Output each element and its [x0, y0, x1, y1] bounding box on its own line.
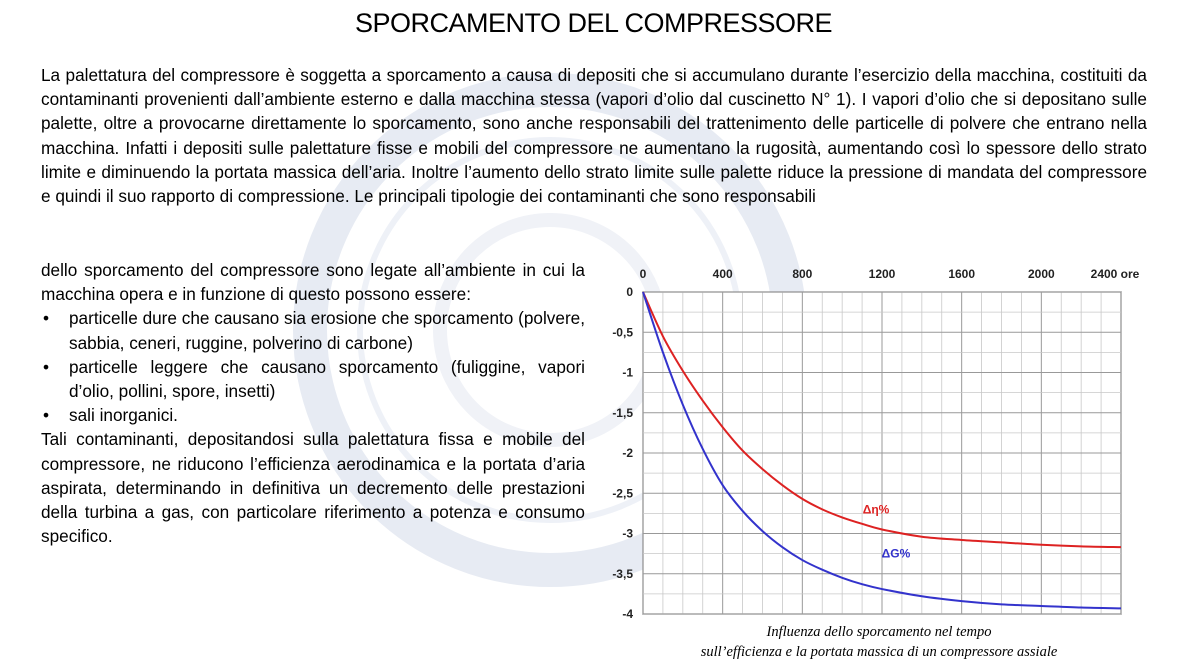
contaminants-list: [41, 306, 585, 427]
y-tick-label: -3: [622, 526, 633, 541]
list-item-text: particelle dure che causano sia erosione che sporcamento (polvere, sabbia, ceneri, ruggine, polverino di carbone): [69, 308, 585, 353]
list-item: [41, 306, 585, 354]
left-column: [41, 258, 585, 548]
intro-paragraph: La palettatura del compressore è soggetta a sporcamento a causa di depositi che si accumulano durante l’esercizio della macchina, costituiti da contaminanti provenienti dall’ambiente esterno e dalla macchina stessa (vapori d’olio dal cuscinetto N° 1). I vapori d’olio che si depositano sulle palette, oltre a provocarne direttamente lo sporcamento, sono anche responsabili del trattenimento delle particelle di polvere che entrano nella macchina. Infatti i depositi sulle palettature fisse e mobili del compressore ne aumentano la rugosità, aumentando così lo spessore dello strato limite e diminuendo la portata massica dell’aria. Inoltre l’aumento dello strato limite sulle palette riduce la pressione di mandata del compressore e quindi il suo rapporto di compressione. Le principali tipologie dei contaminanti che sono responsabili: [41, 65, 1147, 207]
list-item-text: sali inorganici.: [69, 405, 178, 426]
y-tick-label: -4: [622, 607, 633, 621]
list-item: [41, 403, 585, 427]
y-tick-label: -0,5: [612, 325, 633, 340]
y-tick-label: -2,5: [612, 486, 633, 501]
bullet-icon: •: [43, 308, 50, 329]
x-tick-label: 0: [639, 267, 647, 281]
page-title: SPORCAMENTO DEL COMPRESSORE: [354, 8, 833, 38]
y-tick-label: -2: [622, 446, 633, 460]
y-tick-label: -1: [622, 365, 633, 380]
x-tick-label: 1200: [868, 267, 896, 281]
caption-line-1: Influenza dello sporcamento nel tempo: [766, 624, 992, 640]
y-tick-label: -3,5: [612, 566, 633, 581]
bullet-icon: •: [43, 405, 50, 426]
series-label: ΔG%: [881, 546, 911, 561]
chart-caption: [640, 622, 1118, 662]
fouling-chart: [592, 262, 1172, 622]
x-tick-label: 400: [712, 267, 733, 281]
bullet-icon: •: [43, 356, 50, 377]
x-tick-label: 1600: [948, 267, 976, 281]
y-tick-label: 0: [626, 285, 633, 299]
y-tick-label: -1,5: [612, 405, 633, 420]
x-tick-label: 800: [792, 267, 813, 281]
closing-paragraph: Tali contaminanti, depositandosi sulla palettatura fissa e mobile del compressore, ne riducono l’efficienza aerodinamica e la portata d’aria aspirata, determinando in definitiva un decremento delle prestazioni della turbina a gas, con particolare riferimento a potenza e consumo specifico.: [41, 429, 585, 547]
x-tick-label: 2000: [1027, 267, 1055, 281]
series-label: Δη%: [862, 502, 890, 517]
caption-line-2: sull’efficienza e la portata massica di un compressore assiale: [700, 644, 1058, 660]
list-item: [41, 355, 585, 403]
list-item-text: particelle leggere che causano sporcamento (fuliggine, vapori d’olio, pollini, spore, insetti): [69, 356, 585, 402]
x-tick-label: 2400 ore: [1090, 267, 1140, 281]
contaminants-intro: dello sporcamento del compressore sono legate all’ambiente in cui la macchina opera e in funzione di questo possono essere:: [41, 260, 585, 305]
